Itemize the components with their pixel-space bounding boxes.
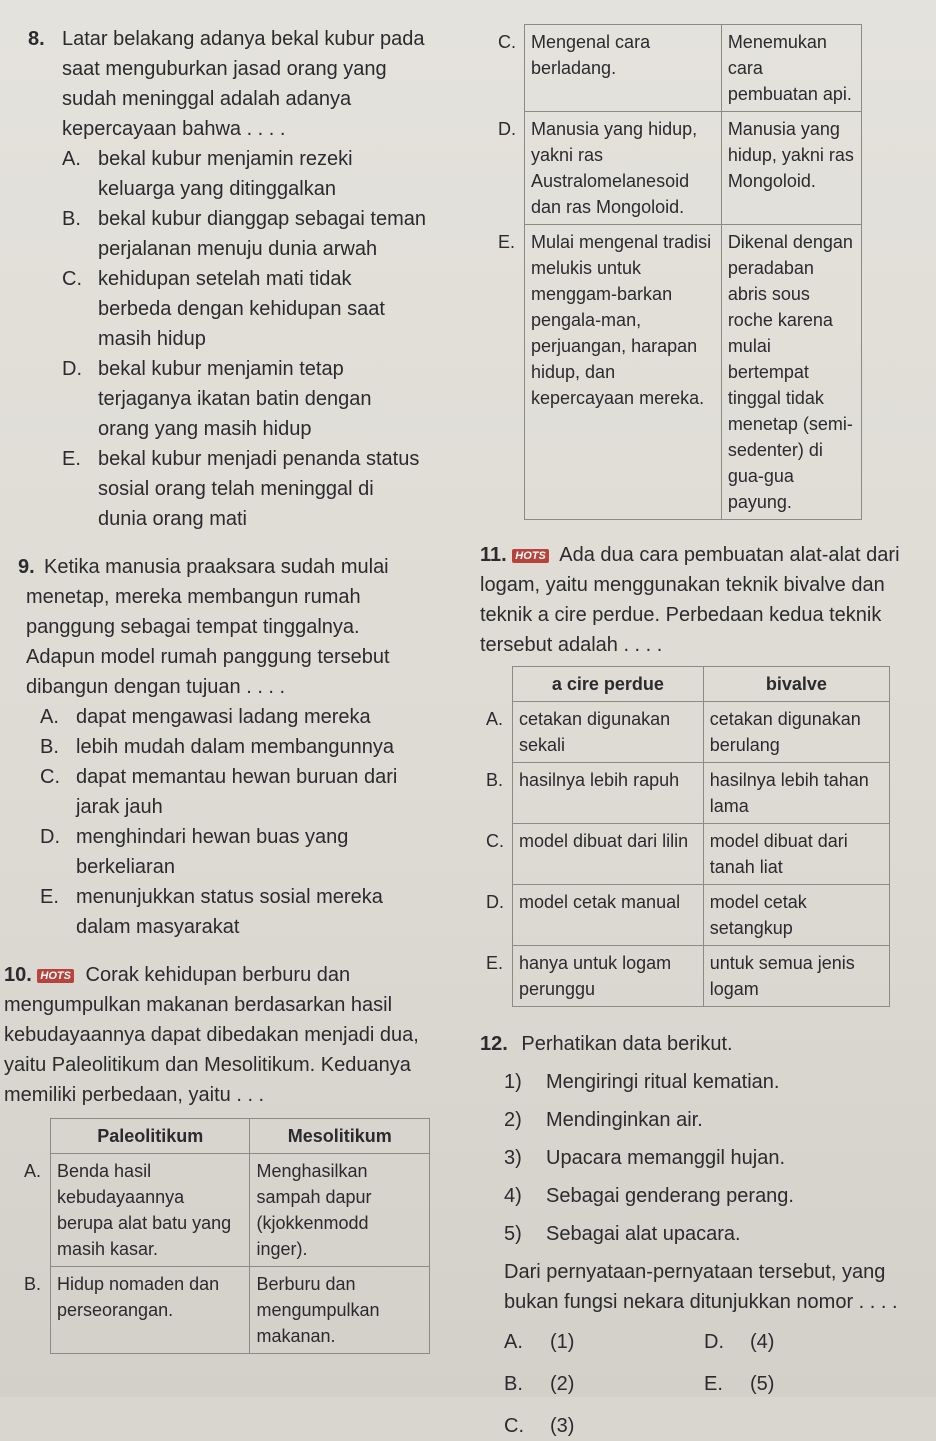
column-header: a cire perdue: [513, 667, 704, 702]
option-text: bekal kubur menjamin rezeki keluarga yang ditinggalkan: [98, 148, 353, 200]
question-number: 9.: [18, 556, 35, 578]
option-a[interactable]: [504, 1327, 704, 1357]
option-b[interactable]: [62, 204, 428, 264]
option-text: menunjukkan status sosial mereka dalam masyarakat: [76, 886, 383, 938]
right-column: [480, 24, 920, 1441]
question-number: 8.: [28, 28, 45, 50]
column-header: bivalve: [703, 667, 889, 702]
cell-bivalve: model dibuat dari tanah liat: [703, 824, 889, 885]
list-item: [504, 1181, 920, 1211]
option-text: (1): [550, 1331, 575, 1353]
table-row[interactable]: [492, 112, 862, 225]
question-number: 12.: [480, 1033, 508, 1055]
question-stem: Latar belakang adanya bekal kubur pada saat menguburkan jasad orang yang sudah meninggal adalah adanya kepercayaan bahwa . . . .: [62, 28, 425, 140]
question-number: 11.: [480, 544, 507, 566]
cell-mesolitikum: Menghasilkan sampah dapur (kjokkenmodd inger).: [250, 1154, 430, 1267]
question-stem: Perhatikan data berikut.: [521, 1033, 733, 1055]
option-letter: A.: [40, 706, 59, 728]
cell-mesolitikum: Menemukan cara pembuatan api.: [721, 25, 861, 112]
option-text: menghindari hewan buas yang berkeliaran: [76, 826, 349, 878]
option-text: dapat memantau hewan buruan dari jarak jauh: [76, 766, 398, 818]
data-list: [480, 1067, 920, 1249]
cell-paleolitikum: Benda hasil kebudayaannya berupa alat batu yang masih kasar.: [51, 1154, 250, 1267]
row-letter: C.: [492, 25, 525, 112]
table-row[interactable]: [492, 25, 862, 112]
option-letter: E.: [62, 448, 81, 470]
question-stem: Ketika manusia praaksara sudah mulai menetap, mereka membangun rumah panggung sebagai tempat tinggalnya. Adapun model rumah panggung tersebut dibangun dengan tujuan . . . .: [26, 556, 390, 698]
option-e[interactable]: [40, 882, 428, 942]
option-letter: A.: [504, 1331, 523, 1353]
row-letter: B.: [480, 763, 513, 824]
question-12: [480, 1029, 920, 1441]
item-number: 5): [504, 1223, 522, 1245]
question-stem-wrap: [480, 1029, 920, 1059]
question-stem: Ada dua cara pembuatan alat-alat dari logam, yaitu menggunakan teknik bivalve dan teknik a cire perdue. Perbedaan kedua teknik tersebut adalah . . . .: [480, 544, 900, 656]
cell-a-cire-perdue: model dibuat dari lilin: [513, 824, 704, 885]
table-row[interactable]: [480, 885, 890, 946]
cell-mesolitikum: Dikenal dengan peradaban abris sous roche karena mulai bertempat tinggal tidak menetap (semi-sedenter) di gua-gua payung.: [721, 225, 861, 520]
cell-paleolitikum: Mengenal cara berladang.: [525, 25, 722, 112]
table-row[interactable]: [480, 946, 890, 1007]
item-text: Mendinginkan air.: [546, 1109, 703, 1131]
cell-a-cire-perdue: cetakan digunakan sekali: [513, 702, 704, 763]
option-b[interactable]: [40, 732, 428, 762]
answer-options: [504, 1327, 904, 1441]
cell-paleolitikum: Manusia yang hidup, yakni ras Australomelanesoid dan ras Mongoloid.: [525, 112, 722, 225]
option-a[interactable]: [40, 702, 428, 732]
row-letter: E.: [480, 946, 513, 1007]
technique-table: [480, 666, 890, 1007]
option-c[interactable]: [40, 762, 428, 822]
empty-header: [480, 667, 513, 702]
row-letter: D.: [480, 885, 513, 946]
item-number: 2): [504, 1109, 522, 1131]
option-letter: D.: [704, 1331, 724, 1353]
item-number: 4): [504, 1185, 522, 1207]
list-item: [504, 1067, 920, 1097]
cell-bivalve: hasilnya lebih tahan lama: [703, 763, 889, 824]
row-letter: D.: [492, 112, 525, 225]
column-header: Mesolitikum: [250, 1119, 430, 1154]
row-letter: A.: [18, 1154, 51, 1267]
option-text: bekal kubur menjamin tetap terjaganya ikatan batin dengan orang yang masih hidup: [98, 358, 372, 440]
cell-bivalve: untuk semua jenis logam: [703, 946, 889, 1007]
table-header-row: [480, 667, 890, 702]
option-d[interactable]: [704, 1327, 904, 1357]
option-text: (3): [550, 1415, 575, 1437]
item-text: Sebagai alat upacara.: [546, 1223, 741, 1245]
table-row[interactable]: [492, 225, 862, 520]
list-item: [504, 1219, 920, 1249]
question-stem: Corak kehidupan berburu dan mengumpulkan makanan berdasarkan hasil kebudayaannya dapat dibedakan menjadi dua, yaitu Paleolitikum dan Mesolitikum. Keduanya memiliki perbedaan, yaitu . . .: [4, 964, 419, 1106]
empty-header: [18, 1119, 51, 1154]
table-header-row: [18, 1119, 430, 1154]
option-a[interactable]: [62, 144, 428, 204]
option-e[interactable]: [704, 1369, 904, 1399]
cell-paleolitikum: Hidup nomaden dan perseorangan.: [51, 1267, 250, 1354]
option-e[interactable]: [62, 444, 428, 534]
row-letter: B.: [18, 1267, 51, 1354]
item-number: 1): [504, 1071, 522, 1093]
question-11: [480, 540, 920, 1007]
row-letter: C.: [480, 824, 513, 885]
option-letter: D.: [40, 826, 60, 848]
option-text: bekal kubur menjadi penanda status sosial orang telah meninggal di dunia orang mati: [98, 448, 420, 530]
comparison-table: [18, 1118, 430, 1354]
hots-badge: HOTS: [37, 969, 74, 983]
option-letter: B.: [62, 208, 81, 230]
question-stem-wrap: [480, 540, 920, 660]
option-letter: B.: [504, 1373, 523, 1395]
option-text: bekal kubur dianggap sebagai teman perjalanan menuju dunia arwah: [98, 208, 427, 260]
option-c[interactable]: [504, 1411, 704, 1441]
cell-bivalve: cetakan digunakan berulang: [703, 702, 889, 763]
row-letter: E.: [492, 225, 525, 520]
cell-bivalve: model cetak setangkup: [703, 885, 889, 946]
table-row[interactable]: [18, 1267, 430, 1354]
option-text: dapat mengawasi ladang mereka: [76, 706, 371, 728]
option-letter: E.: [40, 886, 59, 908]
row-letter: A.: [480, 702, 513, 763]
options-list: [40, 144, 428, 534]
list-item: [504, 1143, 920, 1173]
item-text: Sebagai genderang perang.: [546, 1185, 794, 1207]
option-text: kehidupan setelah mati tidak berbeda dengan kehidupan saat masih hidup: [98, 268, 385, 350]
cell-mesolitikum: Manusia yang hidup, yakni ras Mongoloid.: [721, 112, 861, 225]
options-list: [18, 702, 428, 942]
hots-badge: HOTS: [512, 549, 549, 563]
item-text: Mengiringi ritual kematian.: [546, 1071, 780, 1093]
option-b[interactable]: [504, 1369, 704, 1399]
item-number: 3): [504, 1147, 522, 1169]
option-d[interactable]: [62, 354, 428, 444]
option-text: (2): [550, 1373, 575, 1395]
question-8: [28, 24, 428, 534]
option-letter: C.: [40, 766, 60, 788]
table-row[interactable]: [480, 824, 890, 885]
option-text: (4): [750, 1331, 775, 1353]
table-row[interactable]: [18, 1154, 430, 1267]
table-row[interactable]: [480, 702, 890, 763]
cell-mesolitikum: Berburu dan mengumpulkan makanan.: [250, 1267, 430, 1354]
column-header: Paleolitikum: [51, 1119, 250, 1154]
item-text: Upacara memanggil hujan.: [546, 1147, 786, 1169]
option-letter: E.: [704, 1373, 723, 1395]
option-text: lebih mudah dalam membangunnya: [76, 736, 394, 758]
option-letter: C.: [504, 1415, 524, 1437]
question-10: [4, 960, 428, 1354]
table-row[interactable]: [480, 763, 890, 824]
option-text: (5): [750, 1373, 775, 1395]
question-prompt: Dari pernyataan-pernyataan tersebut, yang bukan fungsi nekara ditunjukkan nomor . . . .: [504, 1261, 898, 1313]
question-stem-wrap: [4, 960, 428, 1110]
question-9: [18, 552, 428, 942]
cell-paleolitikum: Mulai mengenal tradisi melukis untuk menggam-barkan pengala-man, perjuangan, harapan hidup, dan kepercayaan mereka.: [525, 225, 722, 520]
option-letter: A.: [62, 148, 81, 170]
option-letter: B.: [40, 736, 59, 758]
option-d[interactable]: [40, 822, 428, 882]
option-letter: D.: [62, 358, 82, 380]
question-number: 10.: [4, 964, 32, 986]
left-column: [4, 24, 428, 1354]
cell-a-cire-perdue: hasilnya lebih rapuh: [513, 763, 704, 824]
option-c[interactable]: [62, 264, 428, 354]
list-item: [504, 1105, 920, 1135]
option-letter: C.: [62, 268, 82, 290]
cell-a-cire-perdue: hanya untuk logam perunggu: [513, 946, 704, 1007]
q10-continued-table: [492, 24, 862, 520]
cell-a-cire-perdue: model cetak manual: [513, 885, 704, 946]
